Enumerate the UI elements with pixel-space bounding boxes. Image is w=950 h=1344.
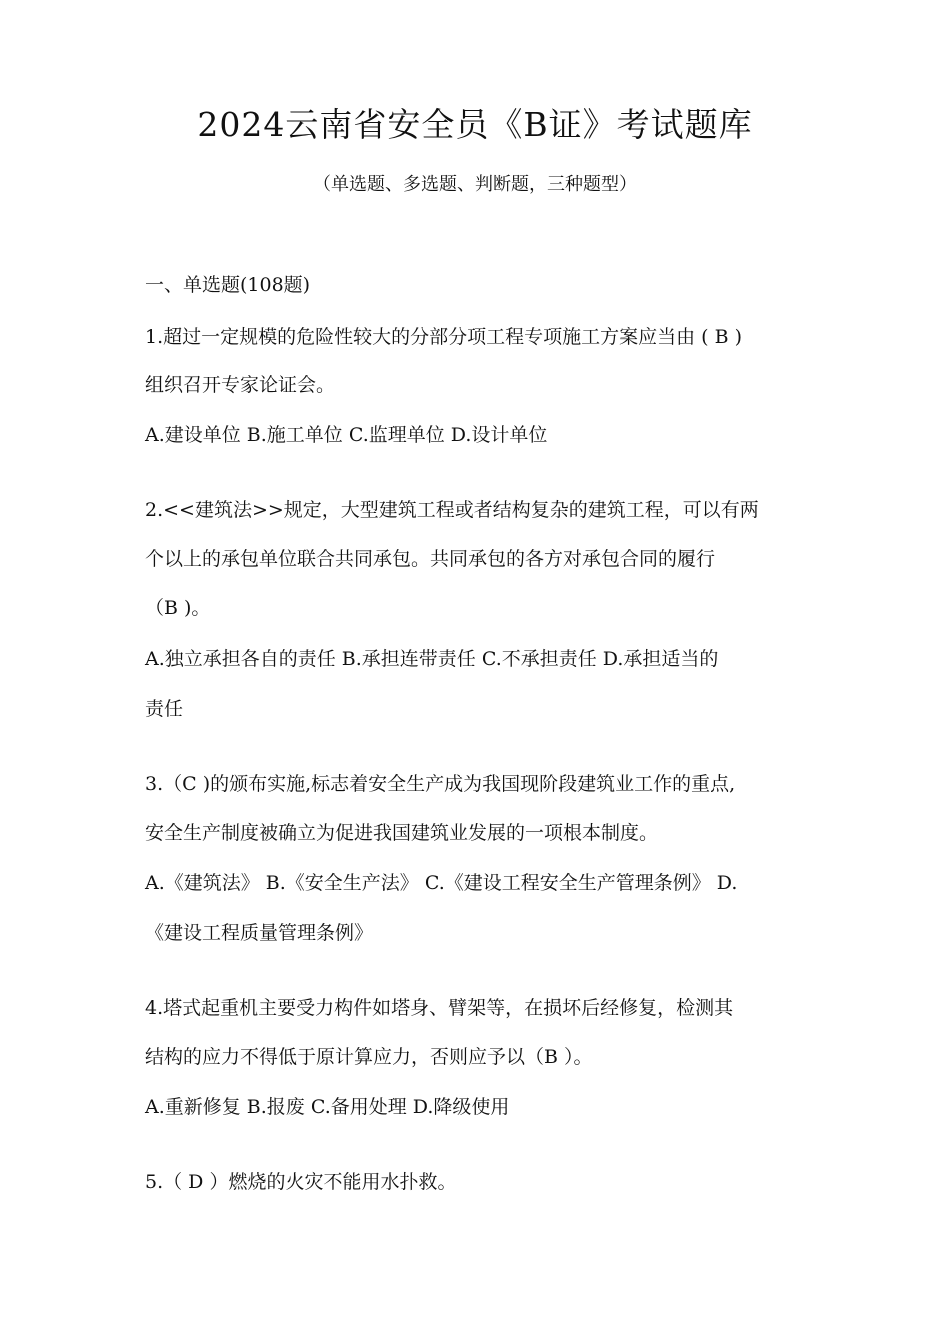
question-3-options-line-2: 《建设工程质量管理条例》: [145, 922, 374, 944]
question-5-stem-line-1: 5.（ D ）燃烧的火灾不能用水扑救。: [145, 1171, 457, 1193]
section-heading: 一、单选题(108题): [145, 274, 311, 296]
question-2-options-line-2: 责任: [145, 698, 184, 720]
question-2-stem-line-2: 个以上的承包单位联合共同承包。共同承包的各方对承包合同的履行: [145, 548, 716, 570]
question-1-stem-line-1: 1.超过一定规模的危险性较大的分部分项工程专项施工方案应当由 ( B ): [145, 326, 743, 348]
document-title: 2024云南省安全员《B证》考试题库: [197, 105, 753, 144]
question-1-stem-line-2: 组织召开专家论证会。: [145, 374, 336, 396]
question-2-stem-line-3: （B )。: [145, 597, 211, 619]
question-3-options-line-1: A.《建筑法》 B.《安全生产法》 C.《建设工程安全生产管理条例》 D.: [145, 872, 738, 894]
question-3-stem-line-1: 3.（C )的颁布实施,标志着安全生产成为我国现阶段建筑业工作的重点,: [145, 773, 736, 795]
question-4-stem-line-2: 结构的应力不得低于原计算应力，否则应予以（B ）。: [145, 1046, 593, 1068]
question-4-options-line-1: A.重新修复 B.报废 C.备用处理 D.降级使用: [145, 1096, 510, 1118]
question-3-stem-line-2: 安全生产制度被确立为促进我国建筑业发展的一项根本制度。: [145, 822, 659, 844]
question-2-options-line-1: A.独立承担各自的责任 B.承担连带责任 C.不承担责任 D.承担适当的: [145, 648, 719, 670]
question-1-options-line-1: A.建设单位 B.施工单位 C.监理单位 D.设计单位: [145, 424, 548, 446]
question-4-stem-line-1: 4.塔式起重机主要受力构件如塔身、臂架等，在损坏后经修复，检测其: [145, 997, 734, 1019]
document-subtitle: （单选题、多选题、判断题，三种题型）: [313, 174, 637, 195]
question-2-stem-line-1: 2.<<建筑法>>规定，大型建筑工程或者结构复杂的建筑工程，可以有两: [145, 499, 759, 521]
